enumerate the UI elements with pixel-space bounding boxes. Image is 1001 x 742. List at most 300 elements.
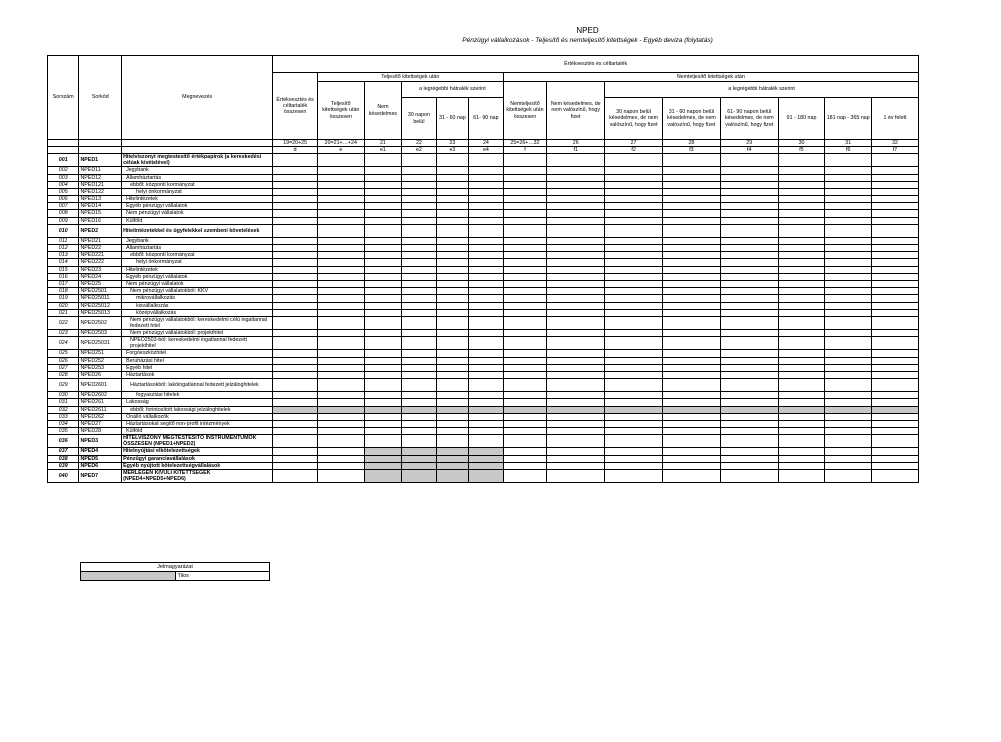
value-cell[interactable] (503, 174, 547, 181)
value-cell[interactable] (402, 266, 437, 273)
value-cell[interactable] (720, 252, 778, 259)
value-cell[interactable] (547, 364, 605, 371)
value-cell[interactable] (273, 406, 318, 413)
value-cell[interactable] (605, 406, 663, 413)
value-cell[interactable] (605, 392, 663, 399)
value-cell[interactable] (402, 259, 437, 266)
value-cell[interactable] (317, 364, 364, 371)
value-cell[interactable] (778, 364, 825, 371)
value-cell[interactable] (469, 413, 504, 420)
value-cell[interactable] (662, 181, 720, 188)
value-cell[interactable] (605, 167, 663, 174)
value-cell[interactable] (503, 295, 547, 302)
value-cell[interactable] (273, 224, 318, 237)
value-cell[interactable] (503, 280, 547, 287)
value-cell[interactable] (436, 462, 468, 469)
value-cell[interactable] (872, 224, 919, 237)
value-cell[interactable] (872, 350, 919, 357)
value-cell[interactable] (662, 288, 720, 295)
value-cell[interactable] (825, 462, 872, 469)
value-cell[interactable] (872, 330, 919, 337)
value-cell[interactable] (720, 288, 778, 295)
value-cell[interactable] (778, 295, 825, 302)
value-cell[interactable] (547, 435, 605, 448)
value-cell[interactable] (605, 448, 663, 455)
value-cell[interactable] (720, 462, 778, 469)
value-cell[interactable] (364, 469, 402, 482)
value-cell[interactable] (720, 280, 778, 287)
value-cell[interactable] (778, 469, 825, 482)
value-cell[interactable] (273, 203, 318, 210)
value-cell[interactable] (547, 469, 605, 482)
value-cell[interactable] (662, 337, 720, 350)
value-cell[interactable] (547, 350, 605, 357)
value-cell[interactable] (662, 196, 720, 203)
value-cell[interactable] (402, 406, 437, 413)
value-cell[interactable] (720, 196, 778, 203)
value-cell[interactable] (872, 188, 919, 195)
value-cell[interactable] (872, 196, 919, 203)
value-cell[interactable] (317, 288, 364, 295)
value-cell[interactable] (317, 302, 364, 309)
value-cell[interactable] (720, 224, 778, 237)
value-cell[interactable] (273, 448, 318, 455)
value-cell[interactable] (469, 350, 504, 357)
value-cell[interactable] (662, 462, 720, 469)
value-cell[interactable] (503, 273, 547, 280)
value-cell[interactable] (503, 469, 547, 482)
value-cell[interactable] (825, 167, 872, 174)
value-cell[interactable] (364, 448, 402, 455)
value-cell[interactable] (872, 302, 919, 309)
value-cell[interactable] (364, 413, 402, 420)
value-cell[interactable] (503, 364, 547, 371)
value-cell[interactable] (825, 357, 872, 364)
value-cell[interactable] (872, 371, 919, 378)
value-cell[interactable] (778, 259, 825, 266)
value-cell[interactable] (825, 337, 872, 350)
value-cell[interactable] (662, 259, 720, 266)
value-cell[interactable] (402, 364, 437, 371)
value-cell[interactable] (402, 280, 437, 287)
value-cell[interactable] (872, 469, 919, 482)
value-cell[interactable] (469, 252, 504, 259)
value-cell[interactable] (503, 455, 547, 462)
value-cell[interactable] (402, 428, 437, 435)
value-cell[interactable] (778, 392, 825, 399)
value-cell[interactable] (503, 413, 547, 420)
value-cell[interactable] (436, 435, 468, 448)
value-cell[interactable] (317, 435, 364, 448)
value-cell[interactable] (605, 196, 663, 203)
value-cell[interactable] (825, 280, 872, 287)
value-cell[interactable] (364, 371, 402, 378)
value-cell[interactable] (778, 435, 825, 448)
value-cell[interactable] (402, 309, 437, 316)
value-cell[interactable] (605, 259, 663, 266)
value-cell[interactable] (469, 217, 504, 224)
value-cell[interactable] (364, 399, 402, 406)
value-cell[interactable] (364, 217, 402, 224)
value-cell[interactable] (778, 371, 825, 378)
value-cell[interactable] (436, 266, 468, 273)
value-cell[interactable] (273, 266, 318, 273)
value-cell[interactable] (547, 428, 605, 435)
value-cell[interactable] (825, 399, 872, 406)
value-cell[interactable] (720, 406, 778, 413)
value-cell[interactable] (364, 237, 402, 244)
value-cell[interactable] (605, 462, 663, 469)
value-cell[interactable] (605, 350, 663, 357)
value-cell[interactable] (364, 392, 402, 399)
value-cell[interactable] (402, 330, 437, 337)
value-cell[interactable] (402, 273, 437, 280)
value-cell[interactable] (469, 295, 504, 302)
value-cell[interactable] (778, 217, 825, 224)
value-cell[interactable] (317, 406, 364, 413)
value-cell[interactable] (436, 392, 468, 399)
value-cell[interactable] (720, 455, 778, 462)
value-cell[interactable] (605, 245, 663, 252)
value-cell[interactable] (720, 302, 778, 309)
value-cell[interactable] (825, 237, 872, 244)
value-cell[interactable] (825, 406, 872, 413)
value-cell[interactable] (503, 266, 547, 273)
value-cell[interactable] (662, 448, 720, 455)
value-cell[interactable] (402, 188, 437, 195)
value-cell[interactable] (402, 469, 437, 482)
value-cell[interactable] (825, 252, 872, 259)
value-cell[interactable] (503, 203, 547, 210)
value-cell[interactable] (402, 288, 437, 295)
value-cell[interactable] (605, 266, 663, 273)
value-cell[interactable] (436, 288, 468, 295)
value-cell[interactable] (547, 455, 605, 462)
value-cell[interactable] (503, 309, 547, 316)
value-cell[interactable] (273, 371, 318, 378)
value-cell[interactable] (720, 420, 778, 427)
value-cell[interactable] (317, 413, 364, 420)
value-cell[interactable] (547, 302, 605, 309)
value-cell[interactable] (662, 455, 720, 462)
value-cell[interactable] (503, 316, 547, 329)
value-cell[interactable] (469, 280, 504, 287)
value-cell[interactable] (605, 469, 663, 482)
value-cell[interactable] (503, 196, 547, 203)
value-cell[interactable] (469, 371, 504, 378)
value-cell[interactable] (273, 392, 318, 399)
value-cell[interactable] (469, 399, 504, 406)
value-cell[interactable] (317, 316, 364, 329)
value-cell[interactable] (317, 379, 364, 392)
value-cell[interactable] (662, 357, 720, 364)
value-cell[interactable] (273, 413, 318, 420)
value-cell[interactable] (503, 420, 547, 427)
value-cell[interactable] (547, 399, 605, 406)
value-cell[interactable] (503, 379, 547, 392)
value-cell[interactable] (662, 295, 720, 302)
value-cell[interactable] (547, 259, 605, 266)
value-cell[interactable] (547, 330, 605, 337)
value-cell[interactable] (364, 364, 402, 371)
value-cell[interactable] (662, 399, 720, 406)
value-cell[interactable] (872, 309, 919, 316)
value-cell[interactable] (872, 379, 919, 392)
value-cell[interactable] (364, 420, 402, 427)
value-cell[interactable] (436, 203, 468, 210)
value-cell[interactable] (317, 295, 364, 302)
value-cell[interactable] (436, 252, 468, 259)
value-cell[interactable] (317, 420, 364, 427)
value-cell[interactable] (825, 379, 872, 392)
value-cell[interactable] (778, 224, 825, 237)
value-cell[interactable] (778, 174, 825, 181)
value-cell[interactable] (825, 302, 872, 309)
value-cell[interactable] (436, 406, 468, 413)
value-cell[interactable] (825, 203, 872, 210)
value-cell[interactable] (317, 210, 364, 217)
value-cell[interactable] (778, 420, 825, 427)
value-cell[interactable] (778, 330, 825, 337)
value-cell[interactable] (273, 252, 318, 259)
value-cell[interactable] (605, 203, 663, 210)
value-cell[interactable] (662, 252, 720, 259)
value-cell[interactable] (547, 224, 605, 237)
value-cell[interactable] (720, 330, 778, 337)
value-cell[interactable] (436, 245, 468, 252)
value-cell[interactable] (317, 399, 364, 406)
value-cell[interactable] (872, 295, 919, 302)
value-cell[interactable] (503, 428, 547, 435)
value-cell[interactable] (662, 266, 720, 273)
value-cell[interactable] (503, 399, 547, 406)
value-cell[interactable] (317, 428, 364, 435)
value-cell[interactable] (605, 379, 663, 392)
value-cell[interactable] (825, 266, 872, 273)
value-cell[interactable] (469, 203, 504, 210)
value-cell[interactable] (825, 210, 872, 217)
value-cell[interactable] (436, 217, 468, 224)
value-cell[interactable] (469, 469, 504, 482)
value-cell[interactable] (317, 217, 364, 224)
value-cell[interactable] (402, 337, 437, 350)
value-cell[interactable] (605, 316, 663, 329)
value-cell[interactable] (825, 224, 872, 237)
value-cell[interactable] (364, 252, 402, 259)
value-cell[interactable] (662, 420, 720, 427)
value-cell[interactable] (778, 448, 825, 455)
value-cell[interactable] (402, 379, 437, 392)
value-cell[interactable] (872, 252, 919, 259)
value-cell[interactable] (436, 428, 468, 435)
value-cell[interactable] (317, 337, 364, 350)
value-cell[interactable] (778, 406, 825, 413)
value-cell[interactable] (605, 435, 663, 448)
value-cell[interactable] (720, 371, 778, 378)
value-cell[interactable] (547, 448, 605, 455)
value-cell[interactable] (436, 154, 468, 167)
value-cell[interactable] (778, 357, 825, 364)
value-cell[interactable] (273, 350, 318, 357)
value-cell[interactable] (720, 379, 778, 392)
value-cell[interactable] (364, 295, 402, 302)
value-cell[interactable] (402, 237, 437, 244)
value-cell[interactable] (720, 237, 778, 244)
value-cell[interactable] (605, 330, 663, 337)
value-cell[interactable] (662, 392, 720, 399)
value-cell[interactable] (605, 337, 663, 350)
value-cell[interactable] (778, 379, 825, 392)
value-cell[interactable] (402, 196, 437, 203)
value-cell[interactable] (503, 237, 547, 244)
value-cell[interactable] (825, 330, 872, 337)
value-cell[interactable] (605, 280, 663, 287)
value-cell[interactable] (720, 217, 778, 224)
value-cell[interactable] (317, 392, 364, 399)
value-cell[interactable] (720, 350, 778, 357)
value-cell[interactable] (825, 469, 872, 482)
value-cell[interactable] (605, 420, 663, 427)
value-cell[interactable] (503, 330, 547, 337)
value-cell[interactable] (662, 217, 720, 224)
value-cell[interactable] (402, 302, 437, 309)
value-cell[interactable] (469, 237, 504, 244)
value-cell[interactable] (547, 371, 605, 378)
value-cell[interactable] (872, 273, 919, 280)
value-cell[interactable] (605, 399, 663, 406)
value-cell[interactable] (720, 245, 778, 252)
value-cell[interactable] (364, 302, 402, 309)
value-cell[interactable] (317, 371, 364, 378)
value-cell[interactable] (364, 181, 402, 188)
value-cell[interactable] (825, 435, 872, 448)
value-cell[interactable] (317, 181, 364, 188)
value-cell[interactable] (436, 330, 468, 337)
value-cell[interactable] (273, 273, 318, 280)
value-cell[interactable] (469, 266, 504, 273)
value-cell[interactable] (436, 295, 468, 302)
value-cell[interactable] (364, 259, 402, 266)
value-cell[interactable] (436, 357, 468, 364)
value-cell[interactable] (469, 455, 504, 462)
value-cell[interactable] (605, 309, 663, 316)
value-cell[interactable] (273, 364, 318, 371)
value-cell[interactable] (662, 174, 720, 181)
value-cell[interactable] (364, 167, 402, 174)
value-cell[interactable] (436, 210, 468, 217)
value-cell[interactable] (825, 455, 872, 462)
value-cell[interactable] (402, 224, 437, 237)
value-cell[interactable] (825, 350, 872, 357)
value-cell[interactable] (720, 316, 778, 329)
value-cell[interactable] (662, 406, 720, 413)
value-cell[interactable] (402, 174, 437, 181)
value-cell[interactable] (547, 245, 605, 252)
value-cell[interactable] (720, 399, 778, 406)
value-cell[interactable] (273, 399, 318, 406)
value-cell[interactable] (825, 392, 872, 399)
value-cell[interactable] (364, 280, 402, 287)
value-cell[interactable] (273, 174, 318, 181)
value-cell[interactable] (469, 435, 504, 448)
value-cell[interactable] (872, 406, 919, 413)
value-cell[interactable] (605, 237, 663, 244)
value-cell[interactable] (662, 413, 720, 420)
value-cell[interactable] (872, 210, 919, 217)
value-cell[interactable] (503, 245, 547, 252)
value-cell[interactable] (402, 455, 437, 462)
value-cell[interactable] (317, 266, 364, 273)
value-cell[interactable] (778, 428, 825, 435)
value-cell[interactable] (503, 167, 547, 174)
value-cell[interactable] (720, 188, 778, 195)
value-cell[interactable] (605, 154, 663, 167)
value-cell[interactable] (402, 245, 437, 252)
value-cell[interactable] (364, 379, 402, 392)
value-cell[interactable] (720, 167, 778, 174)
value-cell[interactable] (778, 167, 825, 174)
value-cell[interactable] (720, 266, 778, 273)
value-cell[interactable] (436, 167, 468, 174)
value-cell[interactable] (503, 435, 547, 448)
value-cell[interactable] (720, 469, 778, 482)
value-cell[interactable] (547, 273, 605, 280)
value-cell[interactable] (273, 462, 318, 469)
value-cell[interactable] (872, 364, 919, 371)
value-cell[interactable] (547, 357, 605, 364)
value-cell[interactable] (273, 154, 318, 167)
value-cell[interactable] (778, 413, 825, 420)
value-cell[interactable] (364, 224, 402, 237)
value-cell[interactable] (273, 337, 318, 350)
value-cell[interactable] (720, 435, 778, 448)
value-cell[interactable] (662, 309, 720, 316)
value-cell[interactable] (547, 167, 605, 174)
value-cell[interactable] (503, 350, 547, 357)
value-cell[interactable] (436, 280, 468, 287)
value-cell[interactable] (547, 406, 605, 413)
value-cell[interactable] (720, 295, 778, 302)
value-cell[interactable] (662, 273, 720, 280)
value-cell[interactable] (364, 245, 402, 252)
value-cell[interactable] (720, 448, 778, 455)
value-cell[interactable] (503, 252, 547, 259)
value-cell[interactable] (317, 252, 364, 259)
value-cell[interactable] (273, 455, 318, 462)
value-cell[interactable] (317, 309, 364, 316)
value-cell[interactable] (273, 188, 318, 195)
value-cell[interactable] (402, 217, 437, 224)
value-cell[interactable] (273, 309, 318, 316)
value-cell[interactable] (402, 181, 437, 188)
value-cell[interactable] (825, 154, 872, 167)
value-cell[interactable] (778, 280, 825, 287)
value-cell[interactable] (273, 288, 318, 295)
value-cell[interactable] (273, 217, 318, 224)
value-cell[interactable] (402, 316, 437, 329)
value-cell[interactable] (469, 167, 504, 174)
value-cell[interactable] (273, 420, 318, 427)
value-cell[interactable] (469, 406, 504, 413)
value-cell[interactable] (503, 406, 547, 413)
value-cell[interactable] (402, 167, 437, 174)
value-cell[interactable] (825, 181, 872, 188)
value-cell[interactable] (469, 188, 504, 195)
value-cell[interactable] (825, 217, 872, 224)
value-cell[interactable] (317, 330, 364, 337)
value-cell[interactable] (364, 435, 402, 448)
value-cell[interactable] (547, 288, 605, 295)
